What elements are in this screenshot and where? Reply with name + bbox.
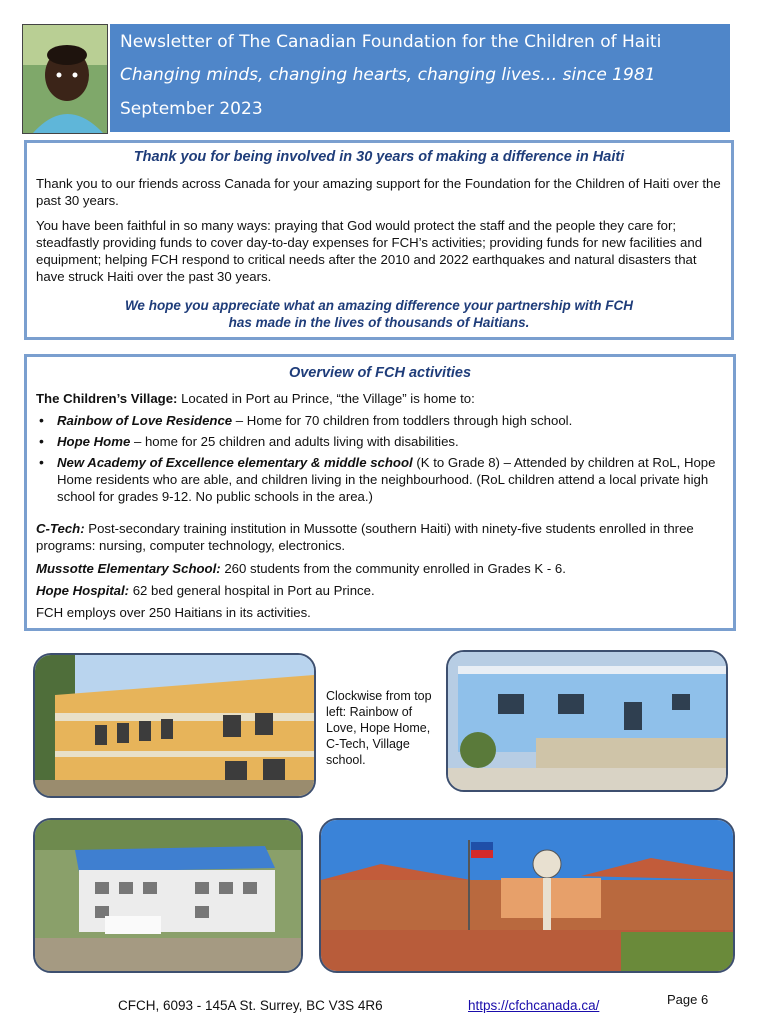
ctech-text: Post-secondary training institution in Mussotte (southern Haiti) with ninety-five students enrolled in three programs: nursing, computer technology, electronics. bbox=[36, 521, 694, 553]
overview-box bbox=[24, 354, 736, 631]
newsletter-tagline: Changing minds, changing hearts, changing lives… since 1981 bbox=[120, 65, 656, 85]
rainbow-of-love-photo bbox=[33, 653, 316, 798]
header-child-photo bbox=[22, 24, 108, 134]
hospital-label: Hope Hospital: bbox=[36, 583, 130, 598]
newsletter-date: September 2023 bbox=[120, 99, 263, 119]
thank-you-paragraph-2: You have been faithful in so many ways: praying that God would protect the staff and the people they care for; steadfastly providing funds to cover day-to-day expenses for FCH’s activities; providing funds for new facilities and equipment; helping FCH respond to critical needs after the 2010 and 2022 earthquakes and natural disasters that have struck Haiti over the past 30 years. bbox=[36, 218, 703, 284]
children-village-intro bbox=[36, 390, 726, 407]
children-village-label: The Children’s Village: bbox=[36, 391, 178, 406]
mussotte-text: 260 students from the community enrolled in Grades K - 6. bbox=[220, 561, 566, 576]
thank-you-box bbox=[24, 140, 734, 340]
program-description: – home for 25 children and adults living with disabilities. bbox=[130, 434, 459, 449]
thank-you-paragraph-1: Thank you to our friends across Canada for your amazing support for the Foundation for the Children of Haiti over the past 30 years. bbox=[36, 176, 721, 208]
hope-home-photo bbox=[446, 650, 728, 792]
thank-you-closing-line-2: has made in the lives of thousands of Haitians. bbox=[228, 315, 530, 330]
list-item bbox=[33, 433, 723, 450]
newsletter-banner bbox=[110, 24, 730, 132]
program-description: – Home for 70 children from toddlers through high school. bbox=[232, 413, 573, 428]
website-link[interactable]: https://cfchcanada.ca/ bbox=[468, 998, 600, 1013]
program-name: Hope Home bbox=[57, 434, 131, 449]
thank-you-closing-line-1: We hope you appreciate what an amazing difference your partnership with FCH bbox=[124, 298, 634, 313]
ctech-paragraph bbox=[36, 520, 726, 554]
program-description: (K to Grade 8) – Attended by children at RoL, Hope Home residents who are able, and children living in the neighbourhood. (RoL children attend a local private high school for grades 9-12. No public schools in the area.) bbox=[57, 455, 716, 504]
mussotte-paragraph bbox=[36, 560, 726, 577]
village-school-photo bbox=[33, 818, 303, 973]
ctech-label: C-Tech: bbox=[36, 521, 85, 536]
overview-title: Overview of FCH activities bbox=[288, 365, 472, 381]
newsletter-title: Newsletter of The Canadian Foundation for the Children of Haiti bbox=[120, 32, 662, 52]
thank-you-closing bbox=[27, 297, 731, 331]
footer-address: CFCH, 6093 - 145A St. Surrey, BC V3S 4R6 bbox=[118, 998, 383, 1013]
c-tech-photo bbox=[319, 818, 735, 973]
program-name: New Academy of Excellence elementary & middle school bbox=[57, 455, 413, 470]
list-item bbox=[33, 412, 723, 429]
village-programs-list bbox=[33, 412, 723, 509]
photos-caption: Clockwise from top left: Rainbow of Love, Hope Home, C-Tech, Village school. bbox=[326, 689, 432, 767]
hospital-text: 62 bed general hospital in Port au Prince. bbox=[129, 583, 375, 598]
program-name: Rainbow of Love Residence bbox=[57, 413, 233, 428]
hospital-paragraph bbox=[36, 582, 726, 599]
page-number: Page 6 bbox=[667, 992, 709, 1007]
list-item bbox=[33, 454, 723, 505]
mussotte-label: Mussotte Elementary School: bbox=[36, 561, 221, 576]
children-village-text: Located in Port au Prince, “the Village” is home to: bbox=[177, 391, 475, 406]
employs-paragraph: FCH employs over 250 Haitians in its activities. bbox=[36, 605, 311, 620]
thank-you-title: Thank you for being involved in 30 years of making a difference in Haiti bbox=[133, 149, 625, 165]
